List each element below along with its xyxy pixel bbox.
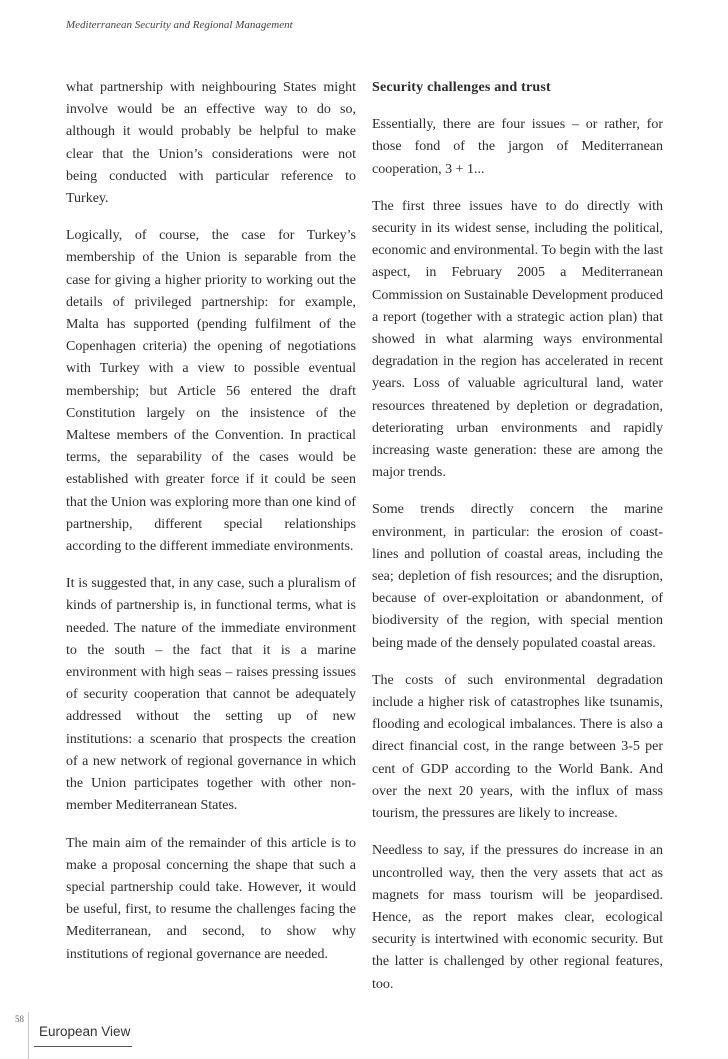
paragraph: Essentially, there are four issues – or rather, for those fond of the jargon of Mediterranean cooperation, 3 + 1...	[372, 117, 663, 177]
paragraph: It is suggested that, in any case, such a pluralism of kinds of partnership is, in functional terms, what is needed. The nature of the immediate environment to the south – the fact that it is a marine environment with high seas – raises pressing issues of security cooperation that cannot be adequately addressed without the setting up of new institutions: a scenario that prospects the creation of a new network of regional governance in which the Union participates together with other non-member Mediterranean States.	[66, 576, 356, 814]
paragraph: The costs of such environmental degradation include a higher risk of catastrophes like tsunamis, flooding and ecological imbalances. There is also a direct financial cost, in the range between 3-5 per cent of GDP according to the World Bank. And over the next 20 years, with the influx of mass tourism, the pressures are likely to increase.	[372, 672, 663, 822]
footer-underline	[34, 1046, 132, 1047]
running-header-title: Mediterranean Security and Regional Management	[66, 19, 293, 31]
paragraph: The first three issues have to do directly with security in its widest sense, including the political, economic and environmental. To begin with the last aspect, in February 2005 a Mediterranean Commission on Sustainable Development produced a report (together with a strategic action plan) that showed in what alarming ways environmental degradation in the region has accelerated in recent years. Loss of valuable agricultural land, water resources threatened by depletion or degradation, deteriorating urban environments and rapidly increasing waste generation: these are among the major trends.	[372, 198, 663, 481]
publication-name: European View	[39, 1024, 131, 1039]
paragraph: what partnership with neighbouring States might involve would be an effective way to do so, although it would probably be helpful to make clear that the Union’s considerations were not being conducted with particular reference to Turkey.	[66, 80, 356, 207]
page-number: 58	[15, 1014, 24, 1024]
footer-side-rule	[28, 1012, 29, 1059]
paragraph: The main aim of the remainder of this article is to make a proposal concerning the shape that such a special partnership could take. However, it would be useful, first, to resume the challenges facing the Mediterranean, and second, to show why institutions of regional governance are needed.	[66, 835, 356, 962]
paragraph: Some trends directly concern the marine environment, in particular: the erosion of coast-lines and pollution of coastal areas, including the sea; depletion of fish resources; and the disruption, because of over-exploitation or abandonment, of biodiversity of the region, with special mention being made of the densely populated coastal areas.	[372, 502, 663, 651]
right-text-column	[372, 77, 663, 1011]
paragraph: Needless to say, if the pressures do increase in an uncontrolled way, then the very assets that act as magnets for mass tourism will be jeopardised. Hence, as the report makes clear, ecological security is intertwined with economic security. But the latter is challenged by other regional features, too.	[372, 843, 663, 992]
left-text-column	[66, 77, 356, 981]
paragraph: Logically, of course, the case for Turkey’s membership of the Union is separable from the case for giving a higher priority to working out the details of privileged partnership: for example, Malta has supported (pending fulfilment of the Copenhagen criteria) the opening of negotiations with Turkey with a view to possible eventual membership; but Article 56 entered the draft Constitution largely on the insistence of the Maltese members of the Convention. In practical terms, the separability of the cases would be established with greater force if it could be seen that the Union was exploring more than one kind of partnership, different special relationships according to the different immediate environments.	[66, 228, 356, 555]
section-heading: Security challenges and trust	[372, 80, 551, 95]
